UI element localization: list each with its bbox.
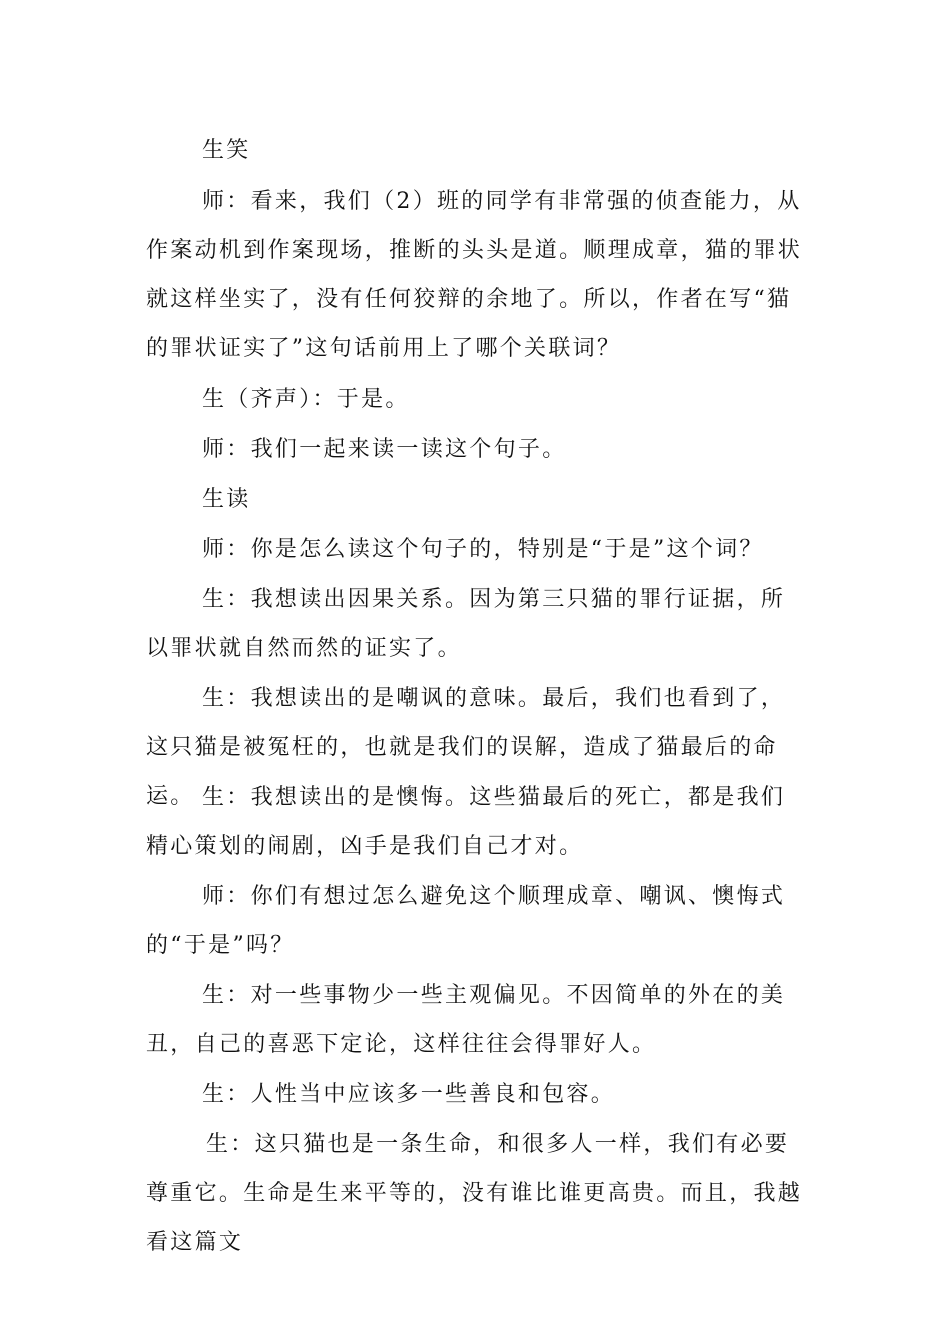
paragraph-1: 生笑 — [202, 138, 251, 163]
paragraph-8: 生：我想读出的是嘲讽的意味。最后，我们也看到了，这只猫是被冤枉的，也就是我们的误解，造成了猫最后的命运。 — [146, 686, 786, 809]
paragraph-9: 生：我想读出的是懊悔。这些猫最后的死亡，都是我们精心策划的闹剧，凶手是我们自己才对。 — [146, 785, 786, 859]
paragraph-11: 生：对一些事物少一些主观偏见。不因简单的外在的美丑，自己的喜恶下定论，这样往往会得罪好人。 — [146, 983, 786, 1057]
paragraph-12: 生：人性当中应该多一些善良和包容。 — [202, 1082, 616, 1107]
paragraph-4: 师：我们一起来读一读这个句子。 — [202, 437, 567, 462]
paragraph-13: 生：这只猫也是一条生命，和很多人一样，我们有必要尊重它。生命是生来平等的，没有谁比谁更高贵。而且，我越看这篇文 — [146, 1132, 803, 1255]
paragraph-7: 生：我想读出因果关系。因为第三只猫的罪行证据，所以罪状就自然而然的证实了。 — [146, 587, 786, 661]
paragraph-6: 师：你是怎么读这个句子的，特别是“于是”这个词？ — [202, 537, 764, 562]
paragraph-5: 生读 — [202, 487, 251, 512]
paragraph-10: 师：你们有想过怎么避免这个顺理成章、嘲讽、懊悔式的“于是”吗？ — [146, 884, 786, 958]
paragraph-2: 师：看来，我们（2）班的同学有非常强的侦查能力，从作案动机到作案现场，推断的头头是道。顺理成章，猫的罪状就这样坐实了，没有任何狡辩的余地了。所以，作者在写“猫的罪状证实了”这句话前用上了哪个关联词？ — [146, 189, 803, 361]
paragraph-3: 生（齐声）：于是。 — [202, 387, 410, 412]
